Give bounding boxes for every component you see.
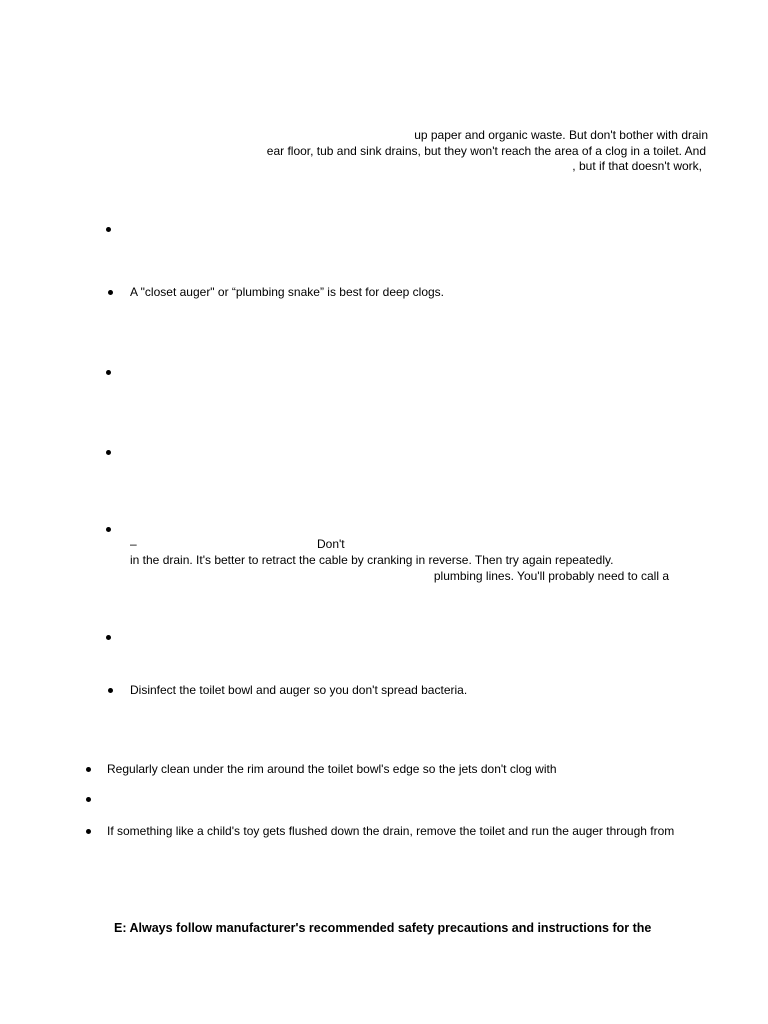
intro-line-2: ear floor, tub and sink drains, but they won't reach the area of a clog in a toilet. And (266, 144, 706, 158)
step-5-dont: Don't (317, 537, 345, 551)
intro-line-3: , but if that doesn't work, (572, 159, 702, 173)
tip-1-bullet (86, 767, 91, 772)
step-7-text: Disinfect the toilet bowl and auger so you don't spread bacteria. (130, 683, 468, 697)
step-5-line-3: plumbing lines. You'll probably need to call a (433, 569, 669, 583)
safety-note: E: Always follow manufacturer's recommended safety precautions and instructions for the (114, 921, 652, 935)
step-4-bullet (106, 450, 111, 455)
step-2-bullet (108, 290, 113, 295)
tip-3-text: If something like a child's toy gets flushed down the drain, remove the toilet and run the auger through from (107, 824, 675, 838)
step-5-line-2: in the drain. It's better to retract the cable by cranking in reverse. Then try again repeatedly. (130, 553, 614, 567)
step-3-bullet (106, 370, 111, 375)
step-5-dash: – (130, 537, 137, 551)
step-6-bullet (106, 635, 111, 640)
tip-1-text: Regularly clean under the rim around the toilet bowl's edge so the jets don't clog with (107, 762, 557, 776)
step-7-bullet (108, 688, 113, 693)
step-5-bullet (106, 527, 111, 532)
tip-2-bullet (86, 797, 91, 802)
step-1-bullet (106, 227, 111, 232)
intro-line-1: up paper and organic waste. But don't bother with drain (414, 128, 708, 142)
tip-3-bullet (86, 829, 91, 834)
step-2-text: A "closet auger" or “plumbing snake” is best for deep clogs. (130, 285, 445, 299)
